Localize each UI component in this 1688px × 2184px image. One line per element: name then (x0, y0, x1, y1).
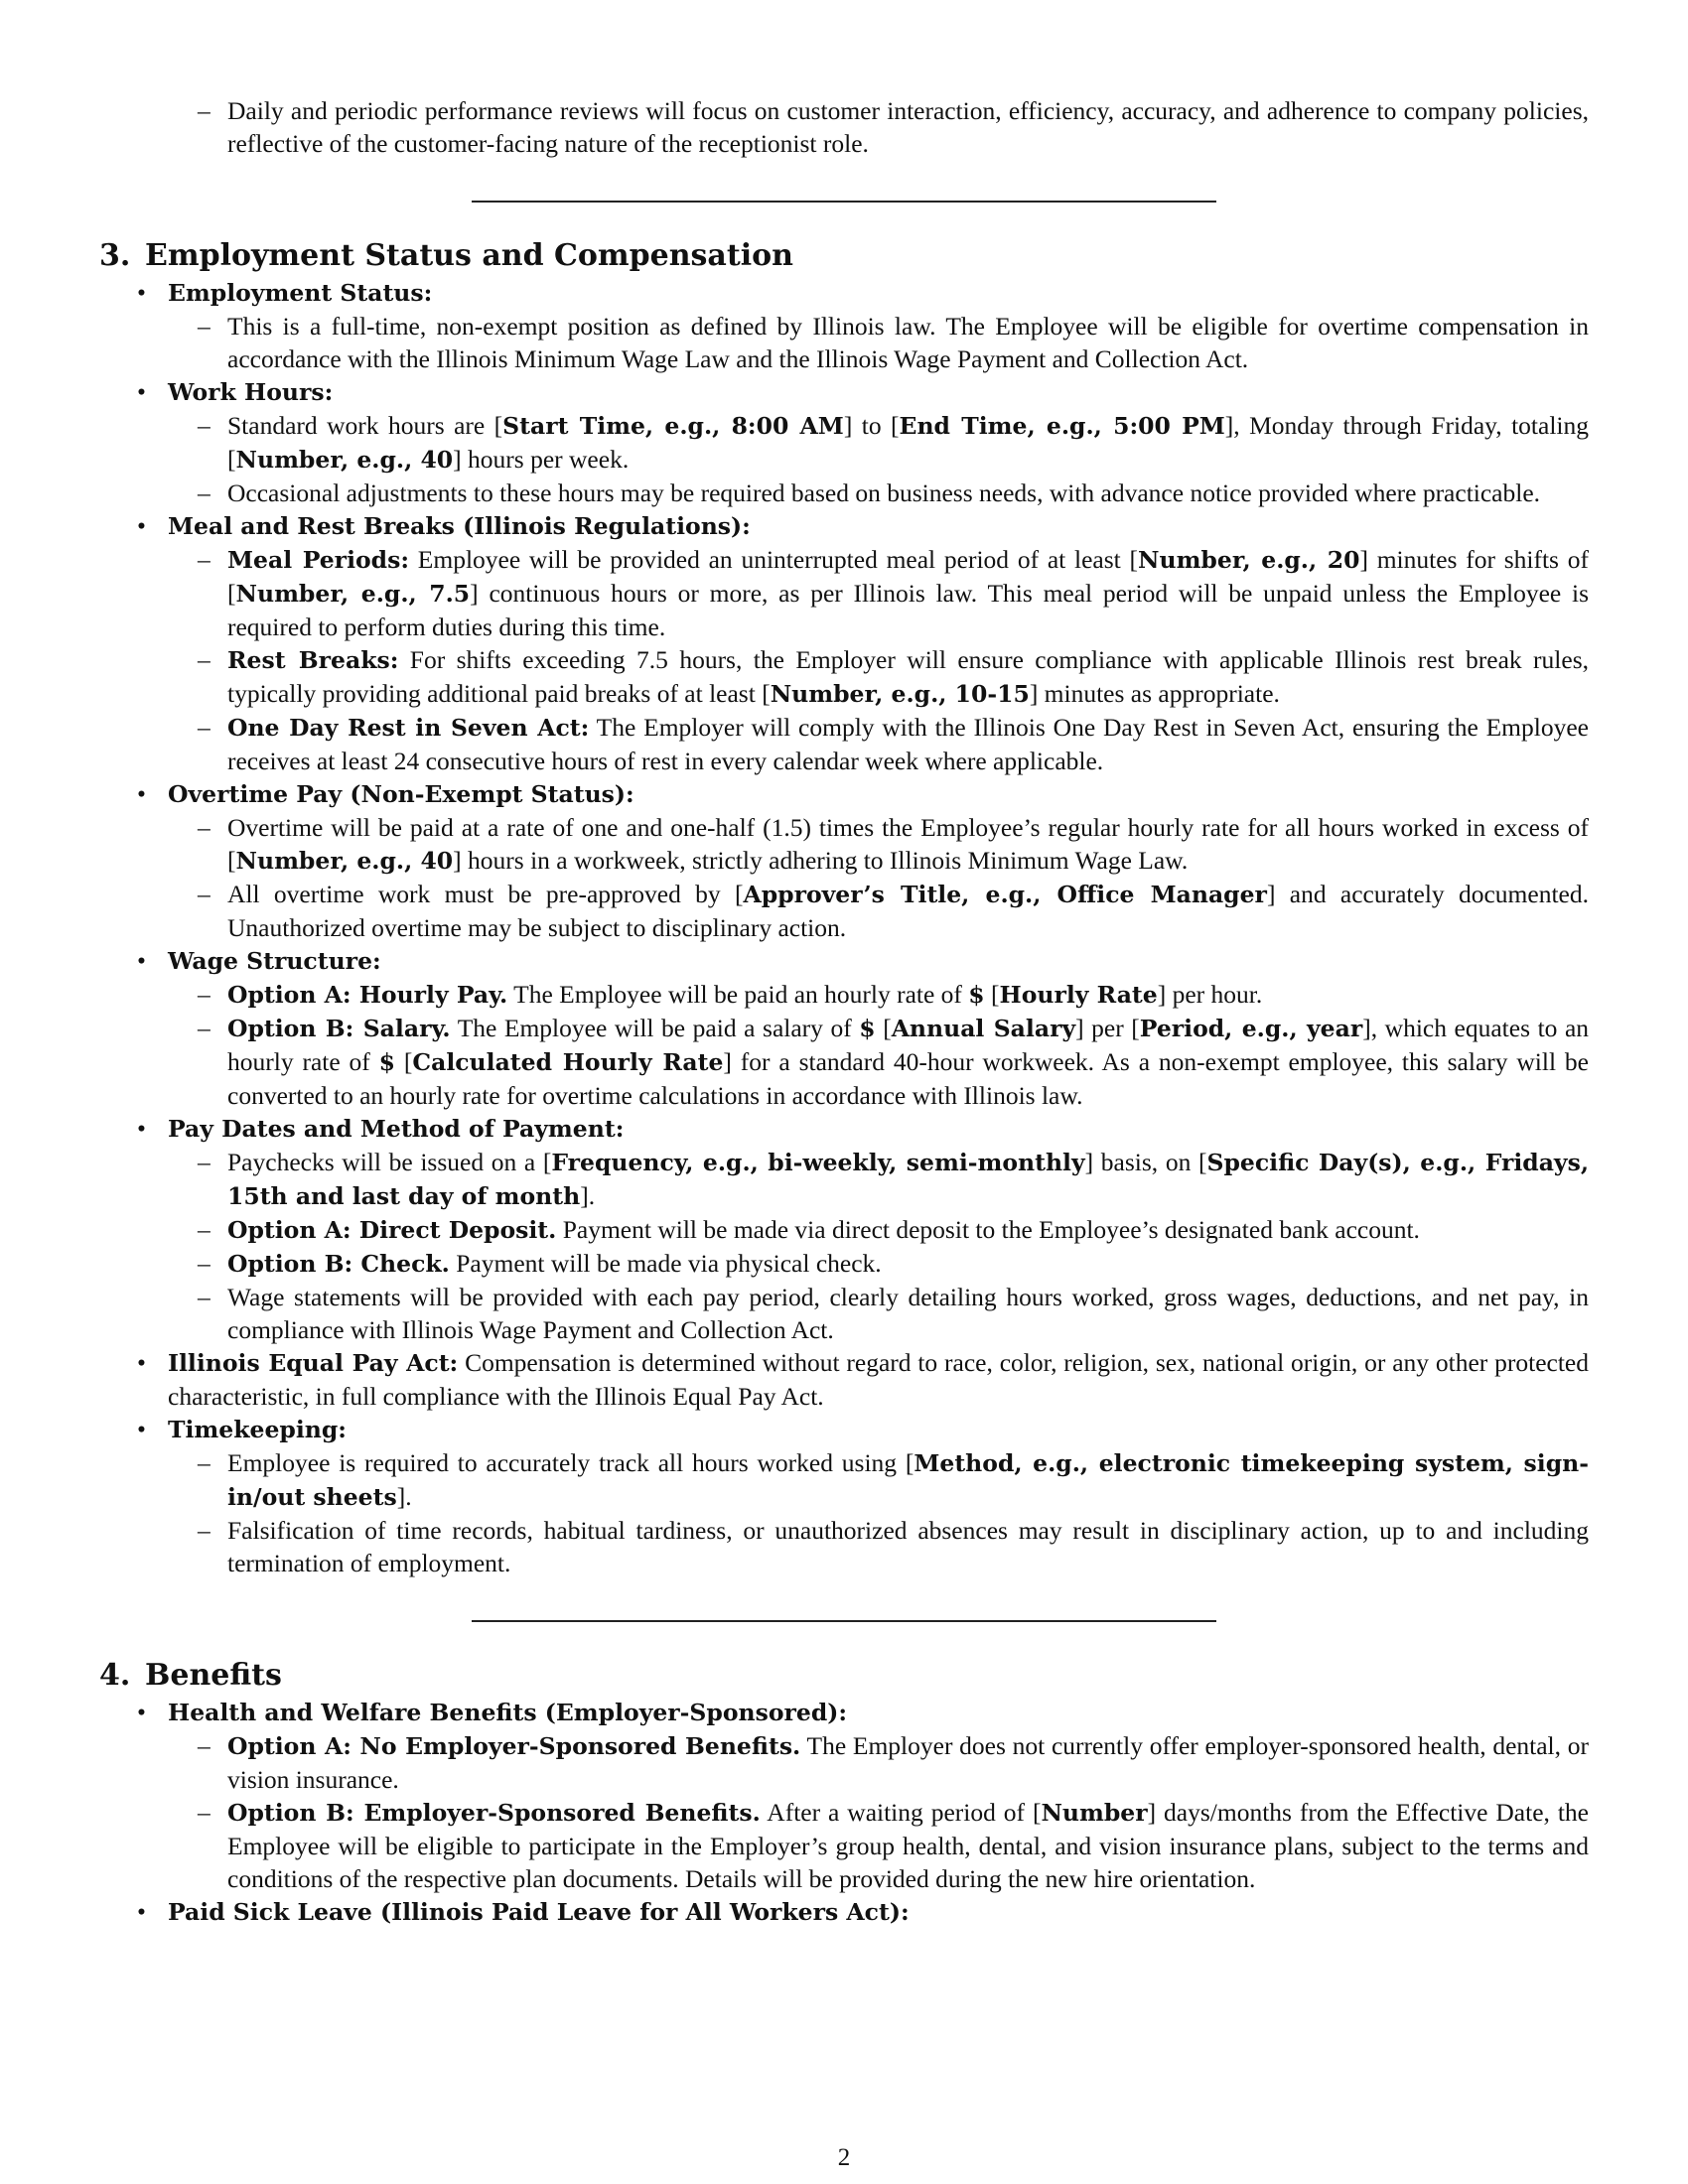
item-label: Option B: Salary. (227, 1015, 451, 1042)
employer-benefits-item: – Option B: Employer-Sponsored Benefits. After a waiting period of [Number] days/months from the Effective Date, the Employee will be eligible to participate in the Employer’s group health, dental, and vision insurance plans, subject to the terms and conditions of the respective plan documents. Details will be provided during the new hire orientation. (99, 1796, 1589, 1895)
meal-periods-item: – Meal Periods: Employee will be provided an uninterrupted meal period of at least [Number, e.g., 20] minutes for shifts of [Number, e.g., 7.5] continuous hours or more, as per Illinois law. This meal period will be unpaid unless the Employee is required to perform duties during this time. (99, 543, 1589, 643)
performance-review-item (99, 94, 1589, 160)
bullet-label: Work Hours: (168, 378, 334, 406)
placeholder-field: Number, e.g., 10-15 (770, 680, 1030, 708)
placeholder-field: Hourly Rate (999, 981, 1158, 1009)
item-label: Rest Breaks: (227, 646, 399, 674)
bullet-wage-structure (99, 944, 1589, 978)
time-tracking-item: – Employee is required to accurately track all hours worked using [Method, e.g., electronic timekeeping system, sign-in/out sheets]. (99, 1446, 1589, 1514)
bullet-employment-status (99, 276, 1589, 310)
bullet-overtime-pay (99, 777, 1589, 811)
placeholder-field: Specific Day(s), e.g., Fridays, 15th and last day of month (227, 1149, 1589, 1210)
section-title: Employment Status and Compensation (145, 238, 793, 273)
item-label: Option A: No Employer-Sponsored Benefits. (227, 1732, 801, 1760)
hourly-pay-item: – Option A: Hourly Pay. The Employee will be paid an hourly rate of $ [Hourly Rate] per hour. (99, 978, 1589, 1012)
placeholder-field: Number (1041, 1799, 1148, 1827)
placeholder-field: Number, e.g., 20 (1138, 546, 1360, 574)
section-number: 3. (99, 238, 131, 273)
rest-breaks-item: – Rest Breaks: For shifts exceeding 7.5 hours, the Employer will ensure compliance with applicable Illinois rest break rules, typically providing additional paid breaks of at least [Number, e.g., 10-15] minutes as appropriate. (99, 643, 1589, 711)
work-hours-adjustments-item (99, 477, 1589, 509)
section-title: Benefits (145, 1658, 282, 1693)
section-4-heading (99, 1656, 1589, 1696)
bullet-label: Timekeeping: (168, 1416, 347, 1443)
placeholder-field: Calculated Hourly Rate (412, 1048, 724, 1076)
no-benefits-item: – Option A: No Employer-Sponsored Benefits. The Employer does not currently offer employer-sponsored health, dental, or vision insurance. (99, 1729, 1589, 1796)
placeholder-field: Period, e.g., year (1139, 1015, 1363, 1042)
bullet-label: Paid Sick Leave (Illinois Paid Leave for All Workers Act): (168, 1898, 910, 1926)
placeholder-field: Method, e.g., electronic timekeeping system, sign-in/out sheets (227, 1449, 1589, 1511)
paycheck-schedule-item: – Paychecks will be issued on a [Frequency, e.g., bi-weekly, semi-monthly] basis, on [Specific Day(s), e.g., Fridays, 15th and last day of month]. (99, 1146, 1589, 1213)
item-label: Option A: Direct Deposit. (227, 1216, 557, 1244)
bullet-meal-rest-breaks (99, 509, 1589, 543)
bullet-work-hours (99, 375, 1589, 409)
page-number: 2 (837, 2144, 851, 2171)
employment-status-item (99, 310, 1589, 375)
item-label: One Day Rest in Seven Act: (227, 714, 590, 742)
bullet-pay-dates (99, 1112, 1589, 1146)
bullet-health-benefits (99, 1696, 1589, 1729)
section-3-list (99, 276, 1589, 1579)
item-text: This is a full-time, non-exempt position as defined by Illinois law. The Employee will be eligible for overtime compensation in accordance with the Illinois Minimum Wage Law and the Illinois Wage Payment and Collection Act. (227, 312, 1589, 373)
placeholder-field: Number, e.g., 40 (235, 847, 454, 875)
falsification-item (99, 1514, 1589, 1579)
overtime-approval-item: – All overtime work must be pre-approved by [Approver’s Title, e.g., Office Manager] and accurately documented. Unauthorized overtime may be subject to disciplinary action. (99, 878, 1589, 944)
bullet-paid-sick-leave (99, 1895, 1589, 1929)
item-text: Occasional adjustments to these hours may be required based on business needs, with advance notice provided where practicable. (227, 478, 1541, 507)
placeholder-field: Frequency, e.g., bi-weekly, semi-monthly (551, 1149, 1085, 1176)
item-label: Option B: Check. (227, 1250, 450, 1278)
document-body (99, 94, 1589, 1929)
wage-statements-item (99, 1281, 1589, 1346)
overtime-rate-item: – Overtime will be paid at a rate of one and one-half (1.5) times the Employee’s regular hourly rate for all hours worked in excess of [Number, e.g., 40] hours in a workweek, strictly adhering to Illinois Minimum Wage Law. (99, 811, 1589, 878)
bullet-label: Pay Dates and Method of Payment: (168, 1115, 625, 1143)
placeholder-field: End Time, e.g., 5:00 PM (899, 412, 1225, 440)
bullet-timekeeping (99, 1413, 1589, 1446)
check-item: – Option B: Check. Payment will be made via physical check. (99, 1247, 1589, 1281)
placeholder-field: Approver’s Title, e.g., Office Manager (743, 881, 1267, 908)
direct-deposit-item: – Option A: Direct Deposit. Payment will be made via direct deposit to the Employee’s designated bank account. (99, 1213, 1589, 1247)
placeholder-field: Start Time, e.g., 8:00 AM (502, 412, 844, 440)
one-day-rest-item: – One Day Rest in Seven Act: The Employer will comply with the Illinois One Day Rest in Seven Act, ensuring the Employee receives at least 24 consecutive hours of rest in every calendar week where applicable. (99, 711, 1589, 777)
bullet-label: Wage Structure: (168, 947, 381, 975)
bullet-label: Meal and Rest Breaks (Illinois Regulations): (168, 512, 751, 540)
item-text: Falsification of time records, habitual tardiness, or unauthorized absences may result in disciplinary action, up to and including termination of employment. (227, 1516, 1589, 1577)
work-hours-item: – Standard work hours are [Start Time, e.g., 8:00 AM] to [End Time, e.g., 5:00 PM], Monday through Friday, totaling [Number, e.g., 40] hours per week. (99, 409, 1589, 477)
performance-review-text: Daily and periodic performance reviews will focus on customer interaction, efficiency, accuracy, and adherence to company policies, reflective of the customer-facing nature of the receptionist role. (227, 96, 1589, 158)
item-text: Wage statements will be provided with each pay period, clearly detailing hours worked, gross wages, deductions, and net pay, in compliance with Illinois Wage Payment and Collection Act. (227, 1283, 1589, 1344)
bullet-label: Illinois Equal Pay Act: (168, 1349, 459, 1377)
placeholder-field: Annual Salary (891, 1015, 1076, 1042)
placeholder-field: Number, e.g., 40 (235, 446, 454, 474)
section-4-list (99, 1696, 1589, 1929)
bullet-label: Health and Welfare Benefits (Employer-Sponsored): (168, 1699, 848, 1726)
section-3-heading (99, 236, 1589, 276)
bullet-equal-pay: • Illinois Equal Pay Act: Compensation is determined without regard to race, color, religion, sex, national origin, or any other protected characteristic, in full compliance with the Illinois Equal Pay Act. (99, 1346, 1589, 1413)
item-label: Option A: Hourly Pay. (227, 981, 508, 1009)
section-number: 4. (99, 1658, 131, 1693)
salary-item: – Option B: Salary. The Employee will be paid a salary of $ [Annual Salary] per [Period, e.g., year], which equates to an hourly rate of $ [Calculated Hourly Rate] for a standard 40-hour workweek. As a non-exempt employee, this salary will be converted to an hourly rate for overtime calculations in accordance with Illinois law. (99, 1012, 1589, 1112)
placeholder-field: Number, e.g., 7.5 (235, 580, 471, 608)
item-label: Option B: Employer-Sponsored Benefits. (227, 1799, 761, 1827)
item-label: Meal Periods: (227, 546, 410, 574)
bullet-label: Overtime Pay (Non-Exempt Status): (168, 780, 634, 808)
bullet-label: Employment Status: (168, 279, 433, 307)
